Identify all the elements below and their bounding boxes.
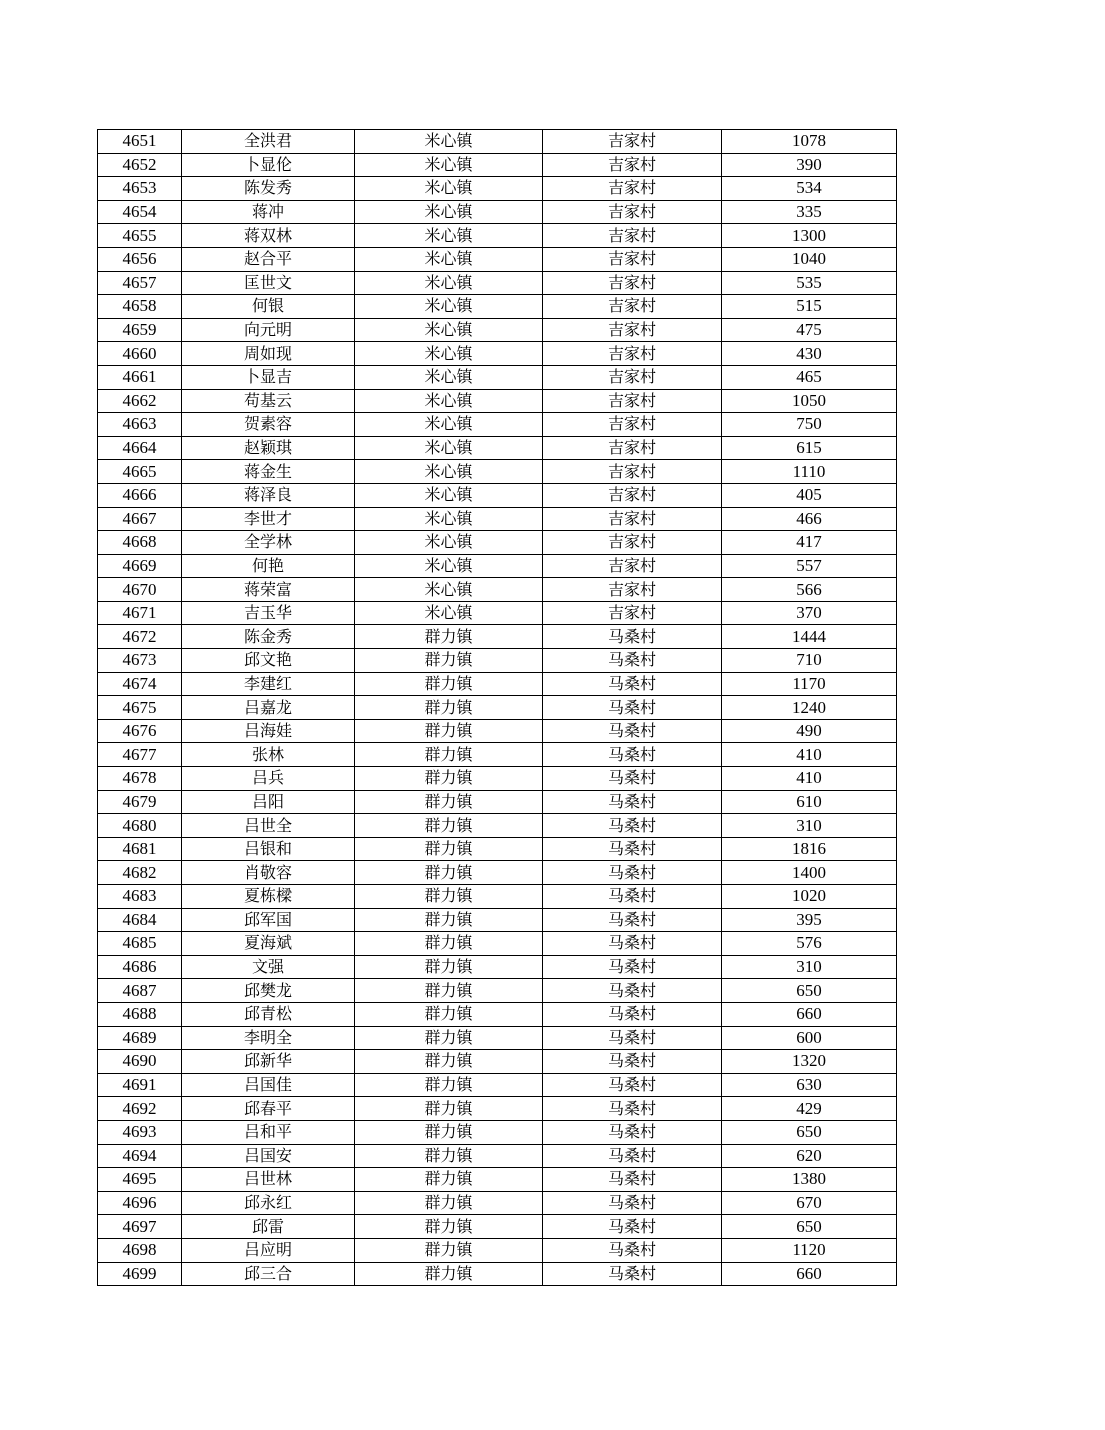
village-cell: 吉家村 (543, 318, 722, 342)
amount-cell: 660 (722, 1262, 897, 1286)
amount-cell: 1240 (722, 696, 897, 720)
amount-cell: 615 (722, 436, 897, 460)
table-row (98, 1050, 897, 1074)
amount-cell: 566 (722, 578, 897, 602)
amount-cell: 1380 (722, 1168, 897, 1192)
village-cell: 马桑村 (543, 719, 722, 743)
town-cell: 米心镇 (355, 342, 543, 366)
town-cell: 群力镇 (355, 1262, 543, 1286)
row-number-cell: 4694 (98, 1144, 182, 1168)
amount-cell: 370 (722, 601, 897, 625)
town-cell: 群力镇 (355, 1073, 543, 1097)
table-row (98, 318, 897, 342)
village-cell: 马桑村 (543, 861, 722, 885)
row-number-cell: 4654 (98, 200, 182, 224)
name-cell: 肖敬容 (182, 861, 355, 885)
table-row (98, 672, 897, 696)
name-cell: 邱新华 (182, 1050, 355, 1074)
row-number-cell: 4680 (98, 814, 182, 838)
amount-cell: 310 (722, 955, 897, 979)
amount-cell: 610 (722, 790, 897, 814)
name-cell: 邱军国 (182, 908, 355, 932)
name-cell: 李世才 (182, 507, 355, 531)
village-cell: 吉家村 (543, 153, 722, 177)
town-cell: 米心镇 (355, 507, 543, 531)
amount-cell: 490 (722, 719, 897, 743)
table-row (98, 554, 897, 578)
amount-cell: 1300 (722, 224, 897, 248)
row-number-cell: 4666 (98, 483, 182, 507)
table-row (98, 932, 897, 956)
row-number-cell: 4695 (98, 1168, 182, 1192)
town-cell: 米心镇 (355, 153, 543, 177)
town-cell: 群力镇 (355, 1120, 543, 1144)
town-cell: 米心镇 (355, 483, 543, 507)
name-cell: 卜显伦 (182, 153, 355, 177)
amount-cell: 750 (722, 413, 897, 437)
name-cell: 贺素容 (182, 413, 355, 437)
name-cell: 李建红 (182, 672, 355, 696)
name-cell: 文强 (182, 955, 355, 979)
table-row (98, 1144, 897, 1168)
village-cell: 马桑村 (543, 696, 722, 720)
name-cell: 蒋泽良 (182, 483, 355, 507)
table-row (98, 790, 897, 814)
amount-cell: 1050 (722, 389, 897, 413)
town-cell: 米心镇 (355, 224, 543, 248)
table-row (98, 955, 897, 979)
table-body (98, 130, 897, 1286)
town-cell: 米心镇 (355, 295, 543, 319)
village-cell: 马桑村 (543, 1050, 722, 1074)
name-cell: 邱樊龙 (182, 979, 355, 1003)
row-number-cell: 4671 (98, 601, 182, 625)
name-cell: 陈金秀 (182, 625, 355, 649)
town-cell: 群力镇 (355, 1002, 543, 1026)
row-number-cell: 4685 (98, 932, 182, 956)
name-cell: 夏海斌 (182, 932, 355, 956)
town-cell: 群力镇 (355, 790, 543, 814)
name-cell: 吕阳 (182, 790, 355, 814)
village-cell: 吉家村 (543, 531, 722, 555)
row-number-cell: 4678 (98, 767, 182, 791)
town-cell: 群力镇 (355, 1144, 543, 1168)
name-cell: 蒋双林 (182, 224, 355, 248)
row-number-cell: 4660 (98, 342, 182, 366)
amount-cell: 535 (722, 271, 897, 295)
amount-cell: 576 (722, 932, 897, 956)
amount-cell: 660 (722, 1002, 897, 1026)
name-cell: 吕世全 (182, 814, 355, 838)
table-row (98, 908, 897, 932)
town-cell: 群力镇 (355, 649, 543, 673)
table-row (98, 507, 897, 531)
village-cell: 吉家村 (543, 271, 722, 295)
town-cell: 群力镇 (355, 955, 543, 979)
amount-cell: 534 (722, 177, 897, 201)
village-cell: 吉家村 (543, 247, 722, 271)
village-cell: 吉家村 (543, 507, 722, 531)
village-cell: 吉家村 (543, 483, 722, 507)
village-cell: 吉家村 (543, 460, 722, 484)
town-cell: 群力镇 (355, 814, 543, 838)
name-cell: 赵合平 (182, 247, 355, 271)
row-number-cell: 4668 (98, 531, 182, 555)
village-cell: 吉家村 (543, 295, 722, 319)
table-row (98, 460, 897, 484)
town-cell: 米心镇 (355, 578, 543, 602)
amount-cell: 405 (722, 483, 897, 507)
row-number-cell: 4669 (98, 554, 182, 578)
name-cell: 邱青松 (182, 1002, 355, 1026)
town-cell: 米心镇 (355, 130, 543, 154)
name-cell: 何艳 (182, 554, 355, 578)
name-cell: 陈发秀 (182, 177, 355, 201)
amount-cell: 557 (722, 554, 897, 578)
town-cell: 群力镇 (355, 908, 543, 932)
village-cell: 马桑村 (543, 932, 722, 956)
table-row (98, 1168, 897, 1192)
name-cell: 吕银和 (182, 837, 355, 861)
village-cell: 马桑村 (543, 1073, 722, 1097)
amount-cell: 410 (722, 767, 897, 791)
amount-cell: 390 (722, 153, 897, 177)
row-number-cell: 4679 (98, 790, 182, 814)
row-number-cell: 4692 (98, 1097, 182, 1121)
amount-cell: 1020 (722, 885, 897, 909)
row-number-cell: 4698 (98, 1238, 182, 1262)
town-cell: 米心镇 (355, 554, 543, 578)
table-row (98, 389, 897, 413)
village-cell: 马桑村 (543, 1120, 722, 1144)
town-cell: 米心镇 (355, 531, 543, 555)
amount-cell: 1444 (722, 625, 897, 649)
row-number-cell: 4684 (98, 908, 182, 932)
amount-cell: 620 (722, 1144, 897, 1168)
town-cell: 群力镇 (355, 743, 543, 767)
town-cell: 群力镇 (355, 1026, 543, 1050)
amount-cell: 650 (722, 979, 897, 1003)
village-cell: 马桑村 (543, 743, 722, 767)
village-cell: 马桑村 (543, 1262, 722, 1286)
village-cell: 马桑村 (543, 837, 722, 861)
row-number-cell: 4672 (98, 625, 182, 649)
row-number-cell: 4674 (98, 672, 182, 696)
town-cell: 米心镇 (355, 413, 543, 437)
village-cell: 马桑村 (543, 649, 722, 673)
table-row (98, 1002, 897, 1026)
name-cell: 全洪君 (182, 130, 355, 154)
amount-cell: 475 (722, 318, 897, 342)
amount-cell: 1078 (722, 130, 897, 154)
name-cell: 吕国安 (182, 1144, 355, 1168)
data-table (97, 129, 897, 1286)
amount-cell: 335 (722, 200, 897, 224)
name-cell: 蒋荣富 (182, 578, 355, 602)
town-cell: 群力镇 (355, 1238, 543, 1262)
table-row (98, 224, 897, 248)
table-row (98, 247, 897, 271)
table-row (98, 1262, 897, 1286)
village-cell: 吉家村 (543, 554, 722, 578)
village-cell: 马桑村 (543, 1215, 722, 1239)
row-number-cell: 4664 (98, 436, 182, 460)
name-cell: 吕海娃 (182, 719, 355, 743)
amount-cell: 395 (722, 908, 897, 932)
amount-cell: 1320 (722, 1050, 897, 1074)
amount-cell: 1110 (722, 460, 897, 484)
table-row (98, 483, 897, 507)
table-row (98, 743, 897, 767)
table-row (98, 200, 897, 224)
village-cell: 吉家村 (543, 578, 722, 602)
table-row (98, 837, 897, 861)
village-cell: 吉家村 (543, 130, 722, 154)
row-number-cell: 4670 (98, 578, 182, 602)
name-cell: 邱春平 (182, 1097, 355, 1121)
table-row (98, 1238, 897, 1262)
village-cell: 马桑村 (543, 625, 722, 649)
table-row (98, 1120, 897, 1144)
village-cell: 吉家村 (543, 200, 722, 224)
row-number-cell: 4663 (98, 413, 182, 437)
town-cell: 群力镇 (355, 932, 543, 956)
village-cell: 马桑村 (543, 814, 722, 838)
amount-cell: 600 (722, 1026, 897, 1050)
village-cell: 马桑村 (543, 1026, 722, 1050)
town-cell: 米心镇 (355, 177, 543, 201)
row-number-cell: 4691 (98, 1073, 182, 1097)
village-cell: 马桑村 (543, 979, 722, 1003)
name-cell: 吕兵 (182, 767, 355, 791)
table-row (98, 885, 897, 909)
amount-cell: 630 (722, 1073, 897, 1097)
table-row (98, 601, 897, 625)
town-cell: 群力镇 (355, 1215, 543, 1239)
village-cell: 马桑村 (543, 885, 722, 909)
town-cell: 米心镇 (355, 200, 543, 224)
amount-cell: 417 (722, 531, 897, 555)
row-number-cell: 4661 (98, 365, 182, 389)
village-cell: 吉家村 (543, 413, 722, 437)
name-cell: 蒋金生 (182, 460, 355, 484)
row-number-cell: 4697 (98, 1215, 182, 1239)
town-cell: 群力镇 (355, 672, 543, 696)
row-number-cell: 4676 (98, 719, 182, 743)
table-row (98, 1073, 897, 1097)
town-cell: 群力镇 (355, 885, 543, 909)
village-cell: 吉家村 (543, 601, 722, 625)
name-cell: 吕和平 (182, 1120, 355, 1144)
village-cell: 吉家村 (543, 342, 722, 366)
table-row (98, 177, 897, 201)
amount-cell: 1170 (722, 672, 897, 696)
amount-cell: 1040 (722, 247, 897, 271)
name-cell: 赵颖琪 (182, 436, 355, 460)
row-number-cell: 4677 (98, 743, 182, 767)
name-cell: 邱文艳 (182, 649, 355, 673)
amount-cell: 650 (722, 1120, 897, 1144)
town-cell: 群力镇 (355, 625, 543, 649)
row-number-cell: 4667 (98, 507, 182, 531)
row-number-cell: 4689 (98, 1026, 182, 1050)
row-number-cell: 4699 (98, 1262, 182, 1286)
amount-cell: 466 (722, 507, 897, 531)
town-cell: 米心镇 (355, 601, 543, 625)
name-cell: 周如现 (182, 342, 355, 366)
name-cell: 全学林 (182, 531, 355, 555)
amount-cell: 429 (722, 1097, 897, 1121)
table-row (98, 271, 897, 295)
table-row (98, 413, 897, 437)
table-row (98, 696, 897, 720)
table-row (98, 1215, 897, 1239)
table-row (98, 814, 897, 838)
amount-cell: 465 (722, 365, 897, 389)
row-number-cell: 4657 (98, 271, 182, 295)
row-number-cell: 4652 (98, 153, 182, 177)
row-number-cell: 4673 (98, 649, 182, 673)
amount-cell: 430 (722, 342, 897, 366)
village-cell: 马桑村 (543, 767, 722, 791)
town-cell: 米心镇 (355, 389, 543, 413)
table-row (98, 436, 897, 460)
town-cell: 米心镇 (355, 271, 543, 295)
row-number-cell: 4655 (98, 224, 182, 248)
name-cell: 吕世林 (182, 1168, 355, 1192)
table-row (98, 531, 897, 555)
village-cell: 马桑村 (543, 1144, 722, 1168)
row-number-cell: 4662 (98, 389, 182, 413)
town-cell: 米心镇 (355, 365, 543, 389)
amount-cell: 1816 (722, 837, 897, 861)
table-row (98, 295, 897, 319)
town-cell: 群力镇 (355, 1097, 543, 1121)
amount-cell: 1120 (722, 1238, 897, 1262)
name-cell: 何银 (182, 295, 355, 319)
amount-cell: 650 (722, 1215, 897, 1239)
name-cell: 吕嘉龙 (182, 696, 355, 720)
row-number-cell: 4659 (98, 318, 182, 342)
name-cell: 邱永红 (182, 1191, 355, 1215)
table-row (98, 130, 897, 154)
row-number-cell: 4686 (98, 955, 182, 979)
amount-cell: 670 (722, 1191, 897, 1215)
name-cell: 卜显吉 (182, 365, 355, 389)
village-cell: 马桑村 (543, 1238, 722, 1262)
village-cell: 马桑村 (543, 955, 722, 979)
village-cell: 马桑村 (543, 1168, 722, 1192)
village-cell: 马桑村 (543, 1097, 722, 1121)
name-cell: 苟基云 (182, 389, 355, 413)
village-cell: 吉家村 (543, 224, 722, 248)
name-cell: 吉玉华 (182, 601, 355, 625)
town-cell: 米心镇 (355, 460, 543, 484)
name-cell: 向元明 (182, 318, 355, 342)
town-cell: 群力镇 (355, 861, 543, 885)
name-cell: 邱三合 (182, 1262, 355, 1286)
table-row (98, 1026, 897, 1050)
row-number-cell: 4675 (98, 696, 182, 720)
town-cell: 群力镇 (355, 719, 543, 743)
table-row (98, 153, 897, 177)
name-cell: 蒋冲 (182, 200, 355, 224)
name-cell: 吕国佳 (182, 1073, 355, 1097)
table-row (98, 578, 897, 602)
table-row (98, 719, 897, 743)
amount-cell: 710 (722, 649, 897, 673)
row-number-cell: 4682 (98, 861, 182, 885)
village-cell: 马桑村 (543, 1191, 722, 1215)
village-cell: 马桑村 (543, 790, 722, 814)
table-row (98, 1191, 897, 1215)
village-cell: 马桑村 (543, 1002, 722, 1026)
town-cell: 米心镇 (355, 436, 543, 460)
amount-cell: 410 (722, 743, 897, 767)
table-row (98, 767, 897, 791)
row-number-cell: 4696 (98, 1191, 182, 1215)
row-number-cell: 4690 (98, 1050, 182, 1074)
town-cell: 群力镇 (355, 837, 543, 861)
village-cell: 马桑村 (543, 672, 722, 696)
row-number-cell: 4653 (98, 177, 182, 201)
town-cell: 群力镇 (355, 979, 543, 1003)
table-row (98, 365, 897, 389)
name-cell: 夏栋樑 (182, 885, 355, 909)
row-number-cell: 4651 (98, 130, 182, 154)
town-cell: 米心镇 (355, 318, 543, 342)
row-number-cell: 4658 (98, 295, 182, 319)
table-row (98, 342, 897, 366)
table-row (98, 861, 897, 885)
name-cell: 张林 (182, 743, 355, 767)
town-cell: 群力镇 (355, 1191, 543, 1215)
amount-cell: 515 (722, 295, 897, 319)
row-number-cell: 4683 (98, 885, 182, 909)
town-cell: 群力镇 (355, 1050, 543, 1074)
village-cell: 吉家村 (543, 389, 722, 413)
village-cell: 吉家村 (543, 177, 722, 201)
name-cell: 匡世文 (182, 271, 355, 295)
row-number-cell: 4688 (98, 1002, 182, 1026)
row-number-cell: 4687 (98, 979, 182, 1003)
town-cell: 群力镇 (355, 696, 543, 720)
village-cell: 吉家村 (543, 436, 722, 460)
village-cell: 吉家村 (543, 365, 722, 389)
name-cell: 邱雷 (182, 1215, 355, 1239)
row-number-cell: 4656 (98, 247, 182, 271)
row-number-cell: 4665 (98, 460, 182, 484)
amount-cell: 1400 (722, 861, 897, 885)
amount-cell: 310 (722, 814, 897, 838)
table-row (98, 1097, 897, 1121)
town-cell: 米心镇 (355, 247, 543, 271)
row-number-cell: 4681 (98, 837, 182, 861)
table-row (98, 625, 897, 649)
town-cell: 群力镇 (355, 767, 543, 791)
name-cell: 吕应明 (182, 1238, 355, 1262)
town-cell: 群力镇 (355, 1168, 543, 1192)
name-cell: 李明全 (182, 1026, 355, 1050)
village-cell: 马桑村 (543, 908, 722, 932)
row-number-cell: 4693 (98, 1120, 182, 1144)
table-row (98, 979, 897, 1003)
table-row (98, 649, 897, 673)
